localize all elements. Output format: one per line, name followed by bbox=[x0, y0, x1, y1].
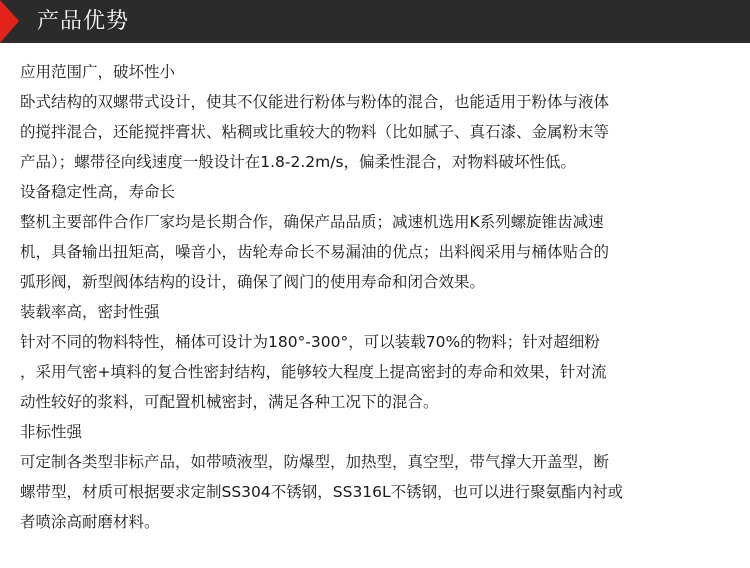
heading-loading-sealing: 装载率高，密封性强 bbox=[20, 303, 160, 321]
paragraph-line: 机，具备输出扭矩高，噪音小，齿轮寿命长不易漏油的优点；出料阀采用与桶体贴合的 bbox=[20, 243, 610, 261]
paragraph-line: 弧形阀，新型阀体结构的设计，确保了阀门的使用寿命和闭合效果。 bbox=[20, 273, 486, 291]
heading-wide-application: 应用范围广，破坏性小 bbox=[20, 63, 176, 81]
paragraph-line: 整机主要部件合作厂家均是长期合作，确保产品品质；减速机选用K系列螺旋锥齿减速 bbox=[20, 213, 604, 231]
paragraph-line: 针对不同的物料特性，桶体可设计为180°-300°，可以装载70%的物料；针对超细粉 bbox=[20, 333, 600, 351]
paragraph-line: 螺带型，材质可根据要求定制SS304不锈钢，SS316L不锈钢，也可以进行聚氨酯内衬或 bbox=[20, 483, 624, 501]
heading-custom: 非标性强 bbox=[20, 423, 83, 441]
section-title: 产品优势 bbox=[37, 9, 130, 34]
heading-stability: 设备稳定性高，寿命长 bbox=[20, 183, 176, 201]
advantages-text bbox=[20, 57, 732, 537]
header-accent-triangle bbox=[0, 0, 19, 43]
paragraph-line: 的搅拌混合，还能搅拌膏状、粘稠或比重较大的物料（比如腻子、真石漆、金属粉末等 bbox=[20, 123, 610, 141]
paragraph-line: 卧式结构的双螺带式设计，使其不仅能进行粉体与粉体的混合，也能适用于粉体与液体 bbox=[20, 93, 610, 111]
paragraph-line: 可定制各类型非标产品，如带喷液型，防爆型，加热型，真空型，带气撑大开盖型，断 bbox=[20, 453, 610, 471]
paragraph-line: 动性较好的浆料，可配置机械密封，满足各种工况下的混合。 bbox=[20, 393, 439, 411]
paragraph-line: 产品）；螺带径向线速度一般设计在1.8-2.2m/s，偏柔性混合，对物料破坏性低。 bbox=[20, 153, 577, 171]
paragraph-line: ，采用气密+填料的复合性密封结构，能够较大程度上提高密封的寿命和效果，针对流 bbox=[20, 363, 607, 381]
paragraph-line: 者喷涂高耐磨材料。 bbox=[20, 513, 160, 531]
section-header bbox=[0, 0, 750, 43]
